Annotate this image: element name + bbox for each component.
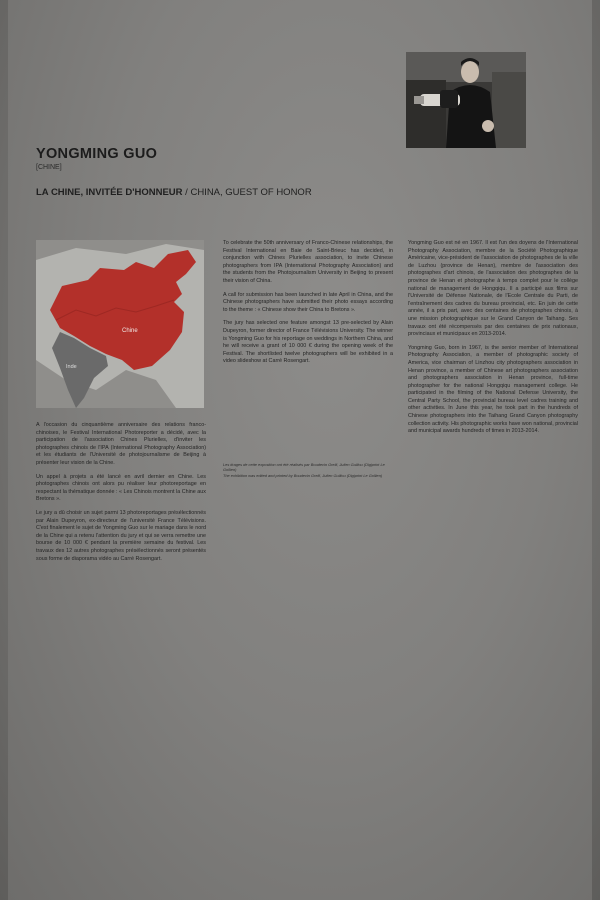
paragraph: To celebrate the 50th anniversary of Franco-Chinese relationships, the Festival International en Baie de Saint-Brieuc has decided, in conjunction with Chines Plurielles association, to invite Chinese photographers from IPA (International Photography Association) and the students from the Photojournalism University in Beijing to present their vision of China. bbox=[223, 240, 393, 284]
photographer-name: YONGMING GUO bbox=[36, 146, 158, 162]
country-label: [CHINE] bbox=[36, 164, 62, 171]
paragraph: Un appel à projets a été lancé en avril dernier en Chine. Les photographes chinois ont alors pu réaliser leur photoreportage en respectant la thématique donnée : « Les Chinois montrent la Chine aux Bretons ». bbox=[36, 473, 206, 503]
exhibition-panel bbox=[8, 0, 592, 900]
paragraph: A l'occasion du cinquantième anniversaire des relations franco-chinoises, le Festival International Photoreporter a décidé, avec la participation de l'association Chines Plurielles, d'inviter les photographes chinois de l'IPA (International Photography Association) et les étudiants de l'Université de photojournalisme de Beijing à présenter leur vision de la Chine. bbox=[36, 422, 206, 466]
subtitle-english: CHINA, GUEST OF HONOR bbox=[190, 187, 312, 198]
map-label-india: Inde bbox=[66, 364, 77, 370]
paragraph: The jury has selected one feature amongst 13 pre-selected by Alain Dupeyron, former director of France Télévisions University. The winner is Yongming Guo for his reportage on weddings in Northern China, and he will receive a grant of 10 000 € during the opening week of the Festival. The shortlisted twelve photographers will be exhibited in a video slideshow at Carré Rosengart. bbox=[223, 320, 393, 365]
subtitle-separator: / bbox=[182, 187, 191, 198]
text-column-biography bbox=[408, 240, 578, 442]
paragraph: Yongming Guo, born in 1967, is the senior member of International Photography Association, a member of photographic society of America, vice chairman of Linzhou city photographers association in Henan province, a member of Chinese art photographers association and photographers association in Henan province, full-time photographer for the national Hongqiqu management college. He participated in the filming of the National Defense University, the Central Party School, the provincial bureau level cadres training and other activities. In June this year, he took part in the hundreds of Chinese photographers into the Taihang Grand Canyon photography collection activity. His photographic works have won national, provincial and municipal awards hundreds of times in 2013-2014. bbox=[408, 344, 578, 435]
map-label-china: Chine bbox=[122, 328, 138, 334]
credit-french: Les tirages de cette exposition ont été réalisés par Boudevin Grelli, Julien Guillou (Digiprint Le Gollien) bbox=[223, 462, 385, 473]
exhibition-credits bbox=[223, 462, 393, 478]
photographer-portrait bbox=[406, 52, 526, 148]
exhibition-subtitle bbox=[36, 187, 312, 198]
paragraph: Yongming Guo est né en 1967. Il est l'un des doyens de l'International Photography Association, membre de la Société Photographique Américaine, vice-président de l'association de photographes de la ville de Luzhou (province de Henan), membre de l'association des photographes d'art chinois, de l'association des photographes de la province de Henan et photographe à temps complet pour le collège national de management de Hongqiqu. Il a participé aux films sur l'Université de Défense Nationale, de l'Ecole Centrale du Parti, de l'entraînement des cadres du bureau provincial, etc. En juin de cette année, il a pris part, avec des centaines de photographes chinois, à une mission photographique sur le Grand Canyon de Taihang. Ses travaux ont été récompensés par des centaines de prix nationaux, provinciaux et municipaux en 2013-2014. bbox=[408, 240, 578, 338]
text-column-english bbox=[223, 240, 393, 372]
credit-english: The exhibition was edited and printed by Boudevin Grelli, Julien Guillou (Digiprint Le Gollien) bbox=[223, 472, 383, 478]
china-map bbox=[36, 240, 204, 408]
text-column-french bbox=[36, 422, 206, 569]
subtitle-french: LA CHINE, INVITÉE D'HONNEUR bbox=[36, 187, 183, 198]
paragraph: A call for submission has been launched in late April in China, and the Chinese photographers have submitted their photo essays according to the theme : « Chinese show their China to Bretons ». bbox=[223, 291, 393, 313]
paragraph: Le jury a dû choisir un sujet parmi 13 photoreportages présélectionnés par Alain Dupeyron, ex-directeur de l'université France Télévisions. C'est finalement le sujet de Yongming Guo sur le mariage dans le nord de la Chine qui a retenu l'attention du jury et qui se verra remettre une bourse de 10 000 € pendant la première semaine du festival. Les travaux des 12 autres photographes présélectionnés seront présentés sous forme de diaporama vidéo au Carré Rosengart. bbox=[36, 509, 206, 562]
